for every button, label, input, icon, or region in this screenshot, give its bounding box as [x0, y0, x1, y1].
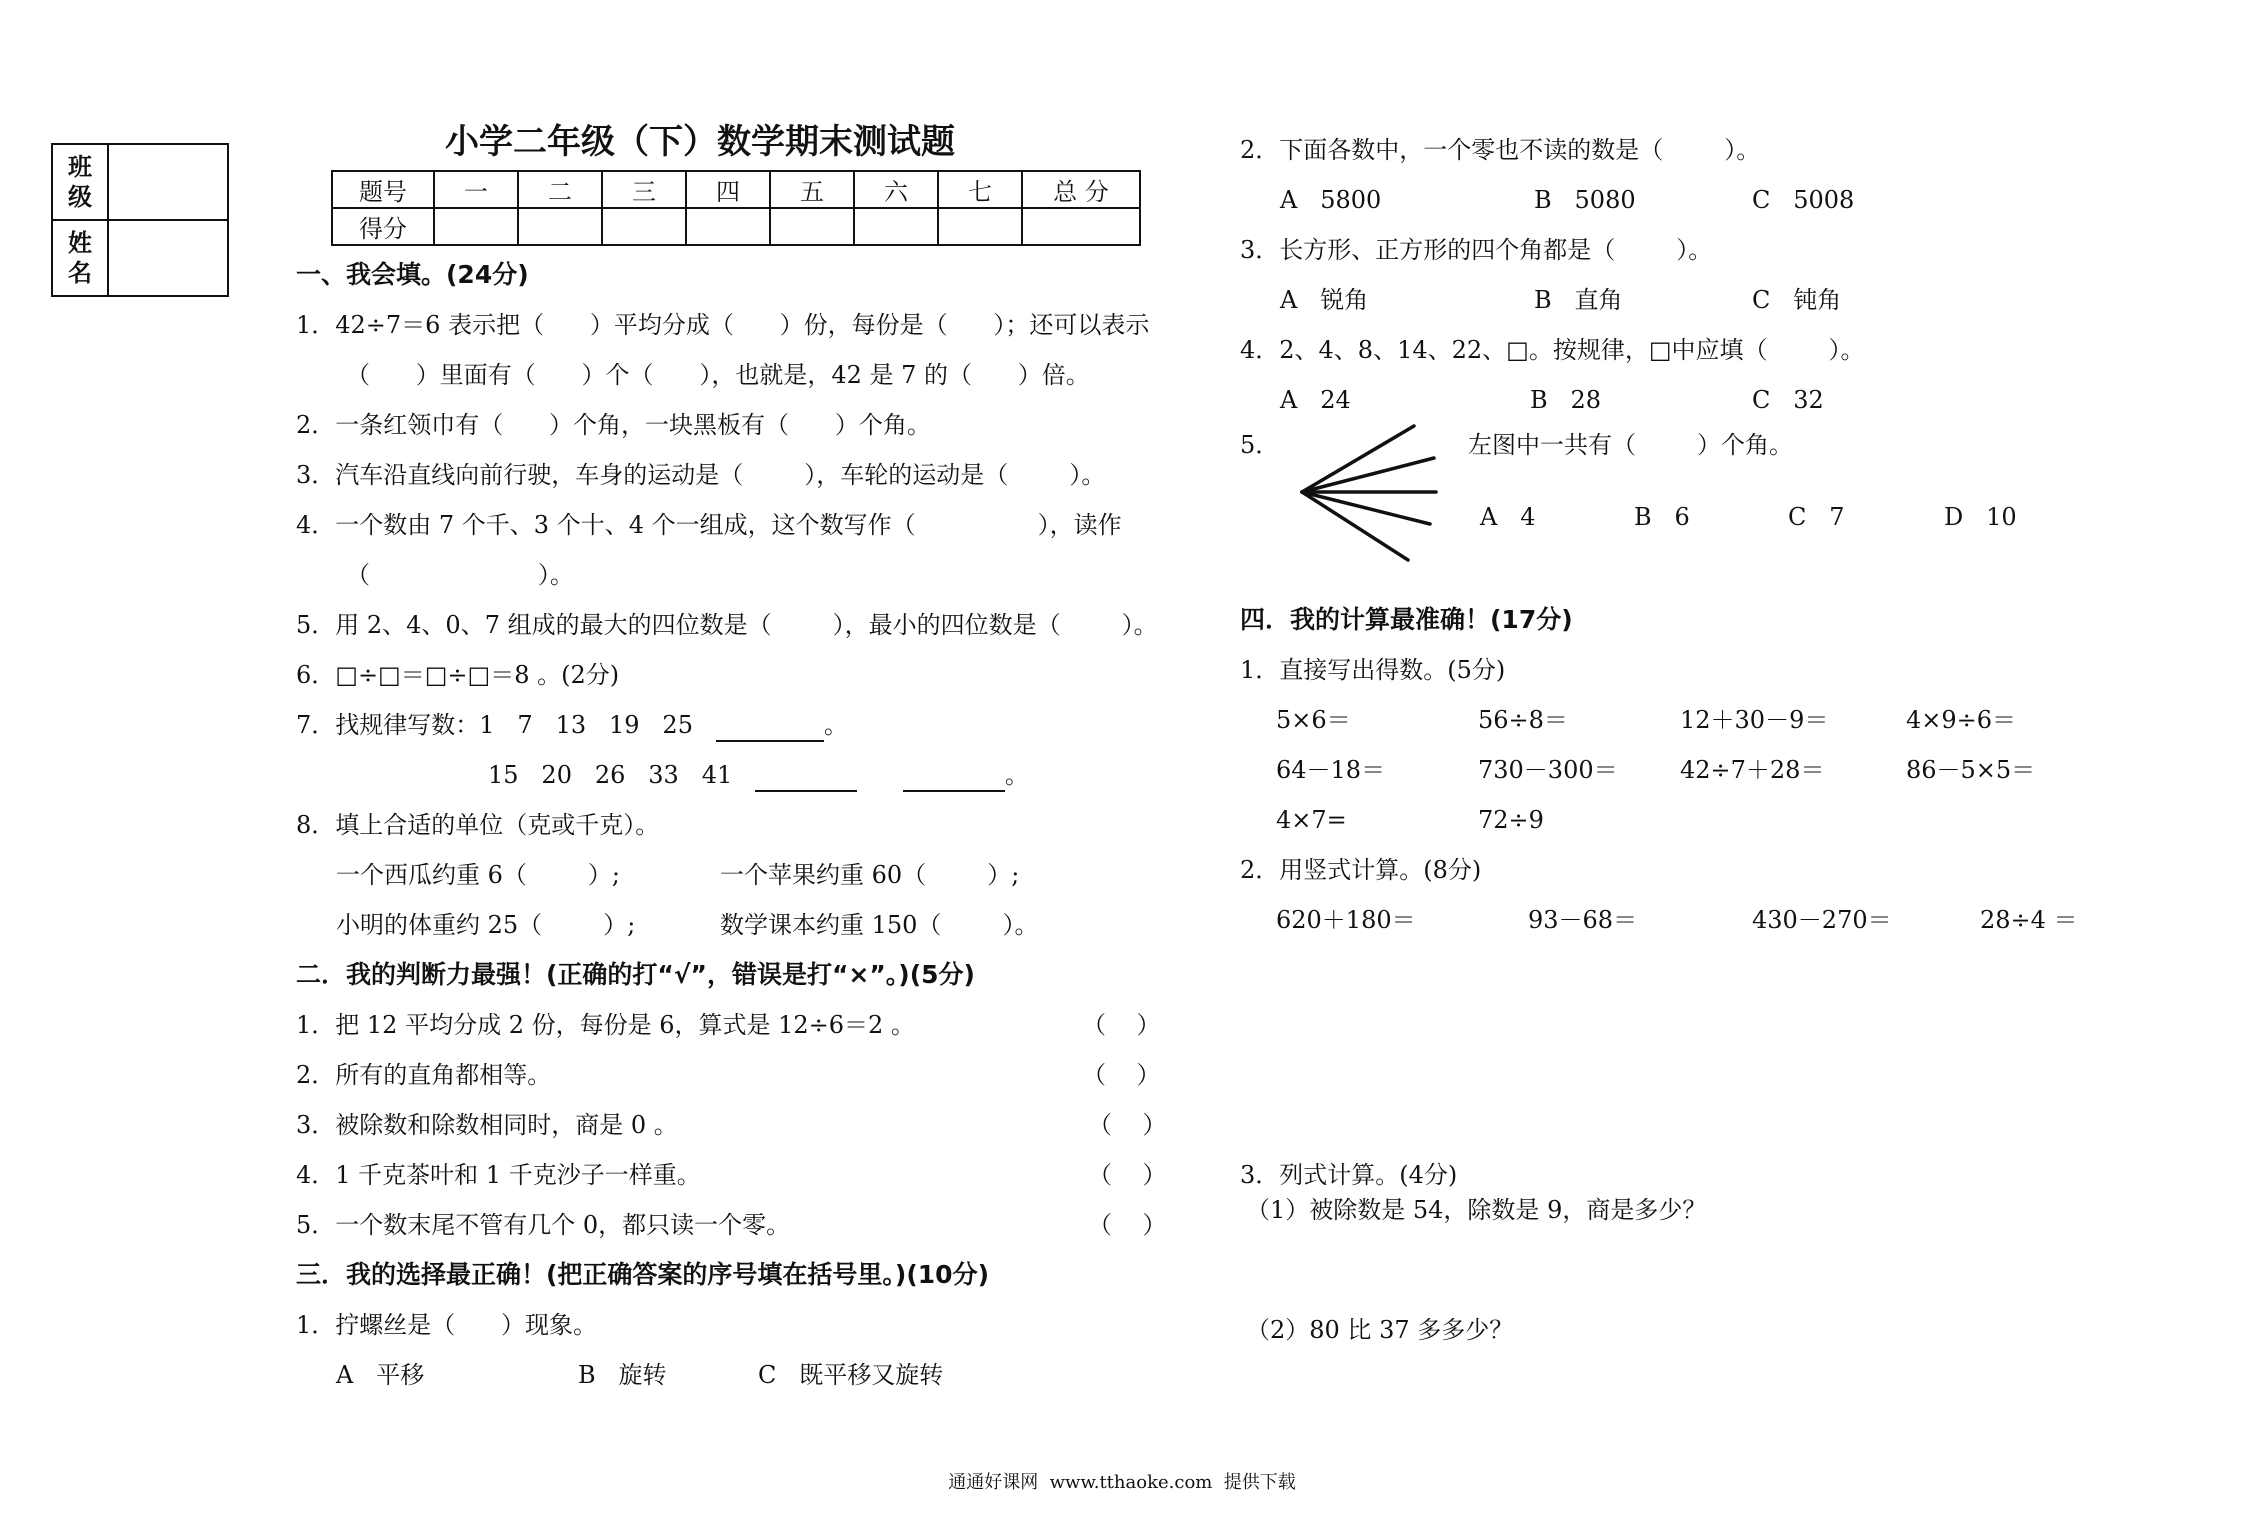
s3-q4: 4．2、4、8、14、22、□。按规律，□中应填（ ）。 — [1240, 336, 1865, 364]
s3-q2-option[interactable]: A 5800 — [1280, 186, 1382, 214]
class-label: 班 级 — [52, 144, 108, 220]
angle-ray — [1302, 492, 1408, 560]
angle-ray — [1302, 458, 1434, 492]
s4-part2: 2．用竖式计算。(8分) — [1240, 856, 1482, 884]
score-table — [331, 170, 1141, 246]
class-field[interactable] — [108, 144, 228, 220]
s3-q4-option[interactable]: B 28 — [1530, 386, 1602, 414]
answer-blank[interactable] — [716, 714, 824, 742]
calc-item: 64－18＝ — [1276, 756, 1386, 784]
s2-item: 1．把 12 平均分成 2 份，每份是 6，算式是 12÷6＝2 。 — [296, 1011, 915, 1039]
answer-blank[interactable] — [755, 764, 857, 792]
class-name-box — [51, 143, 229, 297]
s3-q5-option[interactable]: D 10 — [1944, 503, 2017, 531]
vertical-calc-item: 93－68＝ — [1528, 906, 1638, 934]
calc-item: 56÷8＝ — [1478, 706, 1568, 734]
score-header-cell: 总 分 — [1022, 171, 1140, 208]
calc-item: 4×7= — [1276, 806, 1347, 834]
vertical-calc-item: 620＋180＝ — [1276, 906, 1416, 934]
s1-q1-line2: （ ）里面有（ ）个（ ），也就是，42 是 7 的（ ）倍。 — [346, 361, 1090, 389]
answer-blank[interactable] — [903, 764, 1005, 792]
s3-q5-option[interactable]: C 7 — [1788, 503, 1845, 531]
s2-paren[interactable]: （ ） — [1082, 1061, 1161, 1089]
s1-q4-line2: （ ）。 — [346, 561, 574, 589]
s3-q1-option[interactable]: B 旋转 — [578, 1361, 667, 1389]
score-header-cell: 五 — [770, 171, 854, 208]
s2-item: 2．所有的直角都相等。 — [296, 1061, 552, 1089]
section-3-heading: 三．我的选择最正确！(把正确答案的序号填在括号里。)(10分) — [296, 1260, 989, 1289]
score-header-cell: 三 — [602, 171, 686, 208]
score-cell[interactable] — [1022, 208, 1140, 245]
s3-q4-option[interactable]: C 32 — [1752, 386, 1824, 414]
s1-q8-item: 一个西瓜约重 6（ ）; — [336, 861, 621, 889]
s2-item: 5．一个数末尾不管有几个 0，都只读一个零。 — [296, 1211, 791, 1239]
score-cell[interactable] — [770, 208, 854, 245]
s3-q1-option[interactable]: C 既平移又旋转 — [758, 1361, 944, 1389]
section-1-heading: 一、我会填。(24分) — [296, 260, 529, 289]
score-cell[interactable] — [518, 208, 602, 245]
s3-q3-option[interactable]: B 直角 — [1534, 286, 1623, 314]
s4-part1: 1．直接写出得数。(5分) — [1240, 656, 1506, 684]
s2-paren[interactable]: （ ） — [1088, 1161, 1167, 1189]
score-header-cell: 一 — [434, 171, 518, 208]
s1-q4-line1: 4．一个数由 7 个千、3 个十、4 个一组成，这个数写作（ ），读作 — [296, 511, 1122, 539]
s2-paren[interactable]: （ ） — [1082, 1011, 1161, 1039]
score-cell[interactable] — [434, 208, 518, 245]
calc-item: 42÷7＋28＝ — [1680, 756, 1825, 784]
s1-q1-line1: 1．42÷7＝6 表示把（ ）平均分成（ ）份，每份是（ ）；还可以表示 — [296, 311, 1150, 339]
s1-q7-seq2: 15 20 26 33 41 — [488, 761, 733, 789]
score-cell[interactable] — [686, 208, 770, 245]
score-row-label: 得分 — [332, 208, 434, 245]
s3-q3-option[interactable]: A 锐角 — [1280, 286, 1369, 314]
footer-credit: 通通好课网 www.tthaoke.com 提供下载 — [948, 1472, 1296, 1493]
score-header-cell: 题号 — [332, 171, 434, 208]
s3-q3: 3．长方形、正方形的四个角都是（ ）。 — [1240, 236, 1713, 264]
s3-q5-option[interactable]: A 4 — [1480, 503, 1536, 531]
calc-item: 730－300＝ — [1478, 756, 1618, 784]
calc-item: 12＋30－9＝ — [1680, 706, 1829, 734]
s3-q2-option[interactable]: C 5008 — [1752, 186, 1855, 214]
calc-item: 5×6＝ — [1276, 706, 1351, 734]
score-header-cell: 七 — [938, 171, 1022, 208]
s3-q1: 1．拧螺丝是（ ）现象。 — [296, 1311, 598, 1339]
calc-item: 4×9÷6＝ — [1906, 706, 2017, 734]
s1-q5: 5．用 2、4、0、7 组成的最大的四位数是（ ），最小的四位数是（ ）。 — [296, 611, 1158, 639]
s3-q2: 2．下面各数中，一个零也不读的数是（ ）。 — [1240, 136, 1761, 164]
vertical-calc-item: 28÷4 ＝ — [1980, 906, 2078, 934]
s1-q7-seq1: 7．找规律写数：1 7 13 19 25 — [296, 711, 693, 739]
s1-q2: 2．一条红领巾有（ ）个角，一块黑板有（ ）个角。 — [296, 411, 931, 439]
s1-q8-item: 小明的体重约 25（ ）; — [336, 911, 636, 939]
angle-figure — [1296, 418, 1446, 578]
s1-q8: 8．填上合适的单位（克或千克）。 — [296, 811, 660, 839]
s3-q5: 左图中一共有（ ）个角。 — [1468, 431, 1794, 459]
score-header-cell: 四 — [686, 171, 770, 208]
page-title: 小学二年级（下）数学期末测试题 — [445, 122, 955, 162]
s3-q5-option[interactable]: B 6 — [1634, 503, 1690, 531]
s1-q7-line1 — [296, 708, 848, 742]
s1-q6: 6．□÷□＝□÷□＝8 。(2分) — [296, 661, 620, 689]
s1-q7-end2: 。 — [1004, 761, 1029, 789]
s4-part3-q2: （2）80 比 37 多多少？ — [1246, 1316, 1514, 1344]
s3-q2-option[interactable]: B 5080 — [1534, 186, 1636, 214]
s2-item: 4．1 千克茶叶和 1 千克沙子一样重。 — [296, 1161, 701, 1189]
s1-q8-item: 一个苹果约重 60（ ）; — [720, 861, 1020, 889]
score-cell[interactable] — [938, 208, 1022, 245]
s3-q3-option[interactable]: C 钝角 — [1752, 286, 1842, 314]
s3-q1-option[interactable]: A 平移 — [336, 1361, 425, 1389]
s2-item: 3．被除数和除数相同时，商是 0 。 — [296, 1111, 678, 1139]
vertical-calc-item: 430－270＝ — [1752, 906, 1892, 934]
score-header-cell: 六 — [854, 171, 938, 208]
name-label: 姓 名 — [52, 220, 108, 296]
s2-paren[interactable]: （ ） — [1088, 1111, 1167, 1139]
s4-part3: 3．列式计算。(4分) — [1240, 1161, 1458, 1189]
section-4-heading: 四．我的计算最准确！(17分) — [1240, 605, 1573, 634]
score-cell[interactable] — [602, 208, 686, 245]
score-cell[interactable] — [854, 208, 938, 245]
calc-item: 86－5×5＝ — [1906, 756, 2036, 784]
s1-q3: 3．汽车沿直线向前行驶，车身的运动是（ ），车轮的运动是（ ）。 — [296, 461, 1106, 489]
angle-ray — [1302, 426, 1414, 492]
section-2-heading: 二．我的判断力最强！(正确的打“√”，错误是打“×”。)(5分) — [296, 960, 975, 989]
name-field[interactable] — [108, 220, 228, 296]
s3-q5-number: 5． — [1240, 431, 1280, 459]
calc-item: 72÷9 — [1478, 806, 1544, 834]
s3-q4-option[interactable]: A 24 — [1280, 386, 1351, 414]
angle-ray — [1302, 492, 1430, 524]
s4-part3-q1: （1）被除数是 54，除数是 9，商是多少？ — [1246, 1196, 1707, 1224]
s1-q8-item: 数学课本约重 150（ ）。 — [720, 911, 1039, 939]
s2-paren[interactable]: （ ） — [1088, 1211, 1167, 1239]
s1-q7-line2 — [488, 758, 1029, 792]
s1-q7-end1: 。 — [823, 711, 848, 739]
score-header-cell: 二 — [518, 171, 602, 208]
